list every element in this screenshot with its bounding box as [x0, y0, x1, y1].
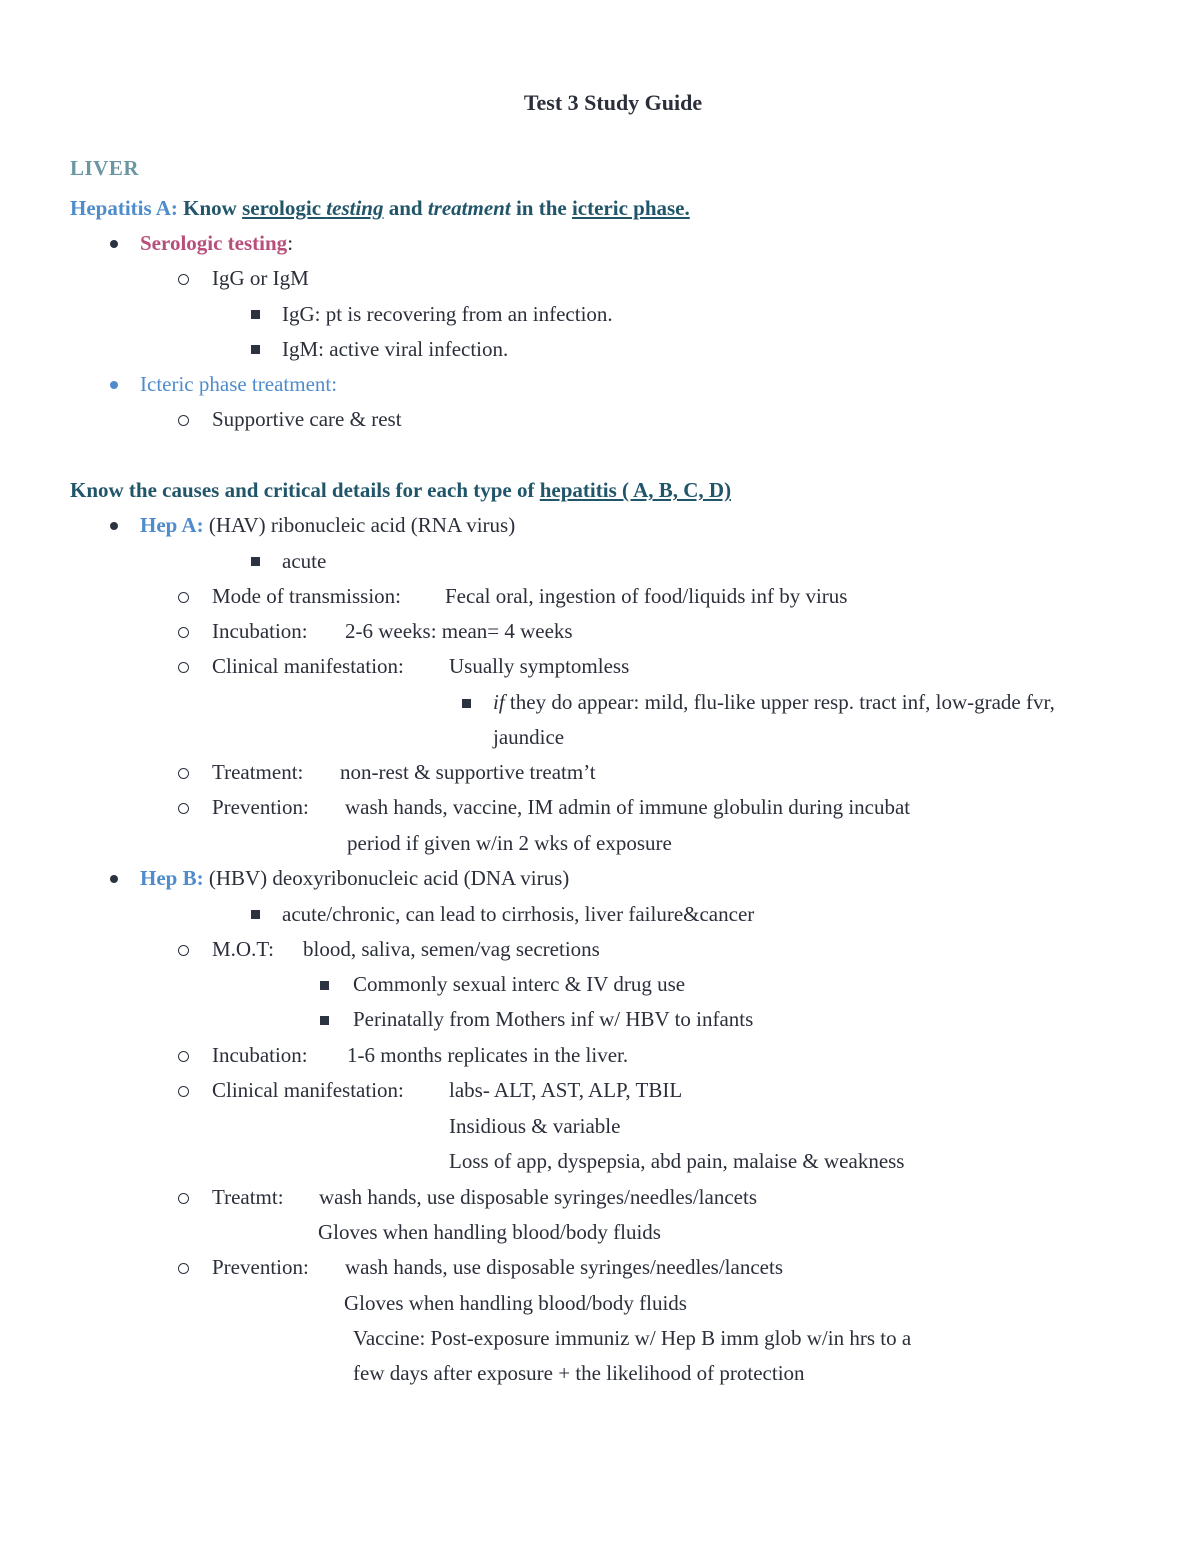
- bullet-disc: [110, 522, 118, 530]
- hep-a-prevention-label: Prevention:: [212, 795, 309, 819]
- igm-item: IgM: active viral infection.: [282, 337, 509, 361]
- hep-b-mot-label: M.O.T:: [212, 937, 274, 961]
- hepatitis-a-label: Hepatitis A: [70, 196, 171, 220]
- hep-a-treatment-value: non-rest & supportive treatm’t: [340, 760, 596, 784]
- hep-a-treatment-label: Treatment:: [212, 760, 304, 784]
- hep-a-item: [140, 511, 515, 539]
- hep-b-treatment-value2: Gloves when handling blood/body fluids: [318, 1220, 661, 1244]
- serologic-testing-label: Serologic testing: [140, 231, 288, 255]
- bullet-circle: [178, 1086, 189, 1097]
- in-the-text: in the: [510, 196, 572, 220]
- bullet-disc: [110, 381, 118, 389]
- hep-b-treatment-value1: wash hands, use disposable syringes/needles/lancets: [319, 1185, 757, 1209]
- hep-a-acute: acute: [282, 549, 327, 573]
- hep-b-incubation-value: 1-6 months replicates in the liver.: [347, 1043, 629, 1067]
- supportive-care-item: Supportive care & rest: [212, 407, 402, 431]
- bullet-circle: [178, 592, 189, 603]
- hep-b-clinical-value3: Loss of app, dyspepsia, abd pain, malaise & weakness: [449, 1149, 905, 1173]
- hep-b-incubation-label: Incubation:: [212, 1043, 308, 1067]
- hep-b-mot-sub1: Commonly sexual interc & IV drug use: [353, 972, 686, 996]
- bullet-circle: [178, 945, 189, 956]
- hep-b-mot-sub2: Perinatally from Mothers inf w/ HBV to infants: [353, 1007, 754, 1031]
- hep-a-mot-value: Fecal oral, ingestion of food/liquids inf by virus: [445, 584, 848, 608]
- bullet-square: [320, 981, 329, 990]
- hep-b-mot-value: blood, saliva, semen/vag secretions: [303, 937, 600, 961]
- hep-a-incubation-value: 2-6 weeks: mean= 4 weeks: [345, 619, 573, 643]
- bullet-square: [251, 345, 260, 354]
- hep-b-clinical-label: Clinical manifestation:: [212, 1078, 404, 1102]
- page-title: Test 3 Study Guide: [523, 90, 703, 115]
- treatment-italic: treatment: [427, 196, 511, 220]
- serologic-underlined: serologic: [242, 196, 327, 220]
- hepatitis-types-underlined: hepatitis ( A, B, C, D): [539, 478, 732, 502]
- bullet-circle: [178, 768, 189, 779]
- hep-b-prevention-value1: wash hands, use disposable syringes/needles/lancets: [345, 1255, 783, 1279]
- igg-item: IgG: pt is recovering from an infection.: [282, 302, 613, 326]
- hep-a-clinical-value: Usually symptomless: [449, 654, 630, 678]
- bullet-disc: [110, 240, 118, 248]
- icteric-phase-label: Icteric phase treatment:: [140, 372, 338, 396]
- section-heading-liver: LIVER: [70, 156, 140, 180]
- hep-a-mot-label: Mode of transmission:: [212, 584, 401, 608]
- hep-b-desc: (HBV) deoxyribonucleic acid (DNA virus): [203, 866, 570, 890]
- bullet-square: [462, 699, 471, 708]
- hep-a-prevention-cont: period if given w/in 2 wks of exposure: [347, 831, 672, 855]
- know-text: Know: [177, 196, 243, 220]
- colon: :: [287, 231, 294, 255]
- bullet-circle: [178, 1193, 189, 1204]
- hep-b-prevention-value2: Gloves when handling blood/body fluids: [344, 1291, 687, 1315]
- causes-heading-text: Know the causes and critical details for each type of: [70, 478, 540, 502]
- if-italic: if: [493, 690, 505, 714]
- bullet-disc: [110, 875, 118, 883]
- hep-a-label: Hep A:: [140, 513, 204, 537]
- bullet-circle: [178, 415, 189, 426]
- hep-b-acute: acute/chronic, can lead to cirrhosis, liver failure&cancer: [282, 902, 755, 926]
- hep-a-prevention-value: wash hands, vaccine, IM admin of immune globulin during incubat: [345, 795, 911, 819]
- hep-a-incubation-label: Incubation:: [212, 619, 308, 643]
- colon: :: [170, 196, 178, 220]
- bullet-circle: [178, 662, 189, 673]
- hep-b-prevention-value4: few days after exposure + the likelihood of protection: [353, 1361, 805, 1385]
- hep-b-item: [140, 864, 569, 892]
- serologic-testing-item: [140, 229, 293, 257]
- bullet-square: [251, 910, 260, 919]
- bullet-circle: [178, 1051, 189, 1062]
- bullet-circle: [178, 1263, 189, 1274]
- bullet-circle: [178, 803, 189, 814]
- hep-b-clinical-value1: labs- ALT, AST, ALP, TBIL: [449, 1078, 683, 1102]
- hep-b-treatment-label: Treatmt:: [212, 1185, 284, 1209]
- igg-or-igm-item: IgG or IgM: [212, 266, 309, 290]
- causes-heading: [70, 476, 731, 504]
- testing-italic: testing: [326, 196, 384, 220]
- hep-b-prevention-value3: Vaccine: Post-exposure immuniz w/ Hep B imm glob w/in hrs to a: [353, 1326, 912, 1350]
- bullet-square: [320, 1016, 329, 1025]
- bullet-circle: [178, 627, 189, 638]
- hep-b-clinical-value2: Insidious & variable: [449, 1114, 621, 1138]
- bullet-square: [251, 310, 260, 319]
- hep-a-clinical-sub: [493, 688, 1055, 716]
- hep-a-desc: (HAV) ribonucleic acid (RNA virus): [203, 513, 516, 537]
- hep-a-clinical-sub-cont: jaundice: [493, 725, 565, 749]
- and-text: and: [383, 196, 428, 220]
- bullet-square: [251, 557, 260, 566]
- hep-b-prevention-label: Prevention:: [212, 1255, 309, 1279]
- bullet-circle: [178, 274, 189, 285]
- hepatitis-a-heading: [70, 194, 690, 222]
- icteric-phase-underlined: icteric phase.: [571, 196, 690, 220]
- hep-a-clinical-sub-text: they do appear: mild, flu-like upper resp. tract inf, low-grade fvr,: [504, 690, 1055, 714]
- hep-a-clinical-label: Clinical manifestation:: [212, 654, 404, 678]
- hep-b-label: Hep B:: [140, 866, 204, 890]
